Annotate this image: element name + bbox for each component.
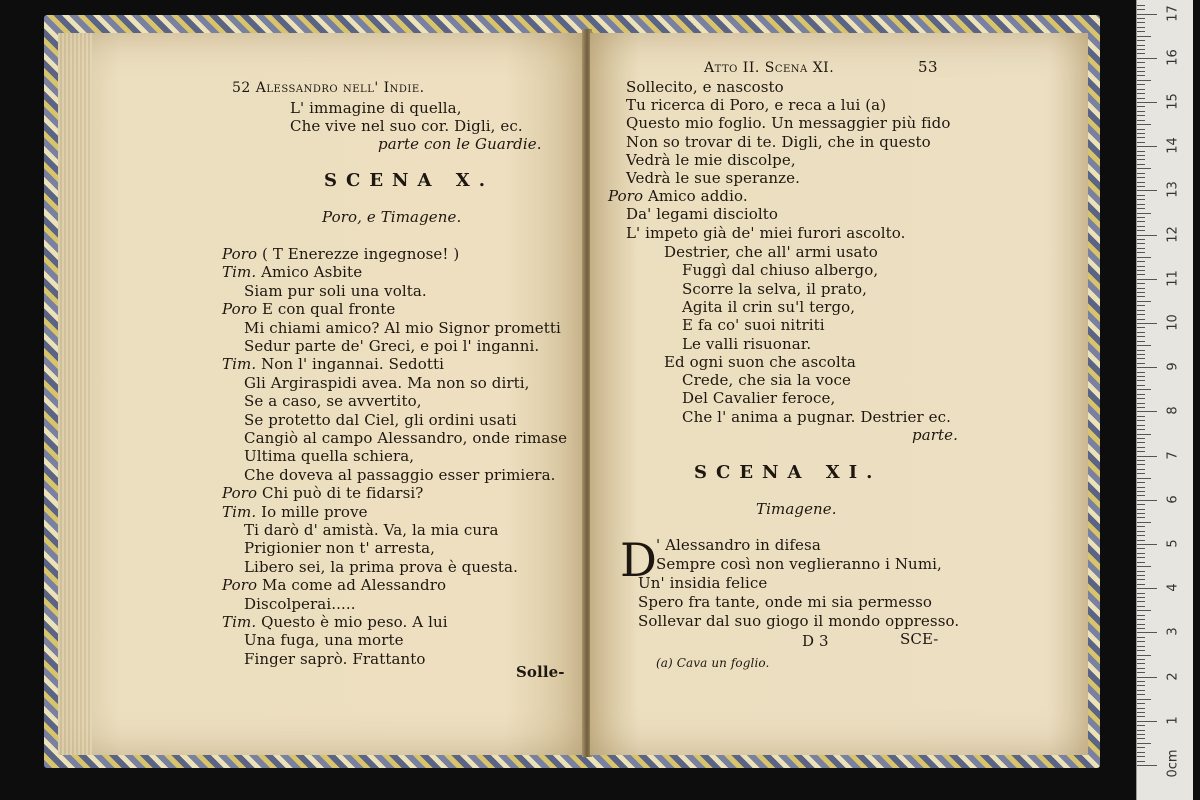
- line-text: E con qual fronte: [262, 300, 396, 319]
- ruler-number: 15: [1165, 93, 1181, 110]
- ruler-tick: [1137, 517, 1145, 518]
- ruler-tick: [1137, 155, 1145, 156]
- dialogue-line: [244, 521, 499, 539]
- ruler-tick: [1137, 761, 1145, 762]
- ruler-tick: [1137, 221, 1145, 222]
- ruler-tick: [1137, 540, 1145, 541]
- dialogue-line: [222, 613, 448, 631]
- ruler-tick: [1137, 80, 1151, 81]
- ruler-tick: [1137, 14, 1157, 15]
- ruler-tick: [1137, 548, 1145, 549]
- line-text: Chi può di te fidarsi?: [262, 484, 424, 503]
- ruler-tick: [1137, 62, 1145, 63]
- ruler-tick: [1137, 734, 1145, 735]
- ruler-tick: [1137, 319, 1145, 320]
- ruler-tick: [1137, 509, 1145, 510]
- ruler-tick: [1137, 89, 1145, 90]
- ruler-tick: [1137, 721, 1157, 722]
- scene-characters: Timagene.: [756, 500, 837, 518]
- ruler-tick: [1137, 22, 1145, 23]
- ruler-tick: [1137, 535, 1145, 536]
- ruler-tick: [1137, 487, 1145, 488]
- ruler-tick: [1137, 575, 1145, 576]
- ruler-tick: [1137, 703, 1145, 704]
- speech-line: Sollevar dal suo giogo il mondo oppresso.: [638, 612, 960, 630]
- line-text: Sedur parte de' Greci, e poi l' inganni.: [244, 337, 540, 355]
- ruler-tick: [1137, 708, 1145, 709]
- ruler-tick: [1137, 341, 1145, 342]
- ruler-number: 14: [1165, 137, 1181, 154]
- ruler-tick: [1137, 513, 1145, 514]
- ruler-tick: [1137, 261, 1145, 262]
- ruler-tick: [1137, 195, 1145, 196]
- ruler-tick: [1137, 84, 1145, 85]
- line-text: Questo mio foglio. Un messaggier più fido: [626, 114, 951, 133]
- ruler-tick: [1137, 438, 1145, 439]
- dialogue-line: [244, 429, 567, 447]
- ruler-tick: [1137, 765, 1157, 766]
- ruler-tick: [1137, 398, 1145, 399]
- line-text: Amico addio.: [648, 187, 748, 206]
- ruler-tick: [1137, 358, 1145, 359]
- speaker-name: Poro: [222, 576, 258, 595]
- line-text: Libero sei, la prima prova è questa.: [244, 557, 518, 576]
- line-text: Prigionier non t' arresta,: [244, 539, 436, 558]
- dialogue-line: [244, 374, 530, 392]
- ruler-tick: [1137, 199, 1145, 200]
- ruler-tick: [1137, 690, 1145, 691]
- ruler-unit: 0cm: [1165, 749, 1181, 778]
- line-text: Da' legami disciolto: [626, 205, 779, 224]
- line-text: Che doveva al passaggio esser primiera.: [244, 465, 556, 484]
- dialogue-line: [244, 392, 422, 410]
- signature-mark: D 3: [802, 632, 829, 650]
- ruler-tick: [1137, 747, 1145, 748]
- aria-line: Destrier, che all' armi usato: [664, 243, 878, 261]
- ruler-tick: [1137, 133, 1145, 134]
- ruler-number: 6: [1165, 495, 1181, 504]
- page-number: 53: [918, 58, 939, 76]
- ruler-tick: [1137, 98, 1145, 99]
- line-text: Tu ricerca di Poro, e reca a lui (a): [626, 96, 887, 115]
- scene-title: SCENA X.: [324, 170, 494, 191]
- line-text: Mi chiami amico? Al mio Signor prometti: [244, 318, 561, 337]
- dialogue-line: [222, 300, 395, 318]
- ruler-tick: [1137, 213, 1151, 214]
- ruler-tick: [1137, 151, 1145, 152]
- line-text: Ti darò d' amistà. Va, la mia cura: [244, 521, 499, 539]
- ruler-tick: [1137, 712, 1145, 713]
- ruler-tick: [1137, 49, 1145, 50]
- catchword: Solle-: [516, 663, 565, 681]
- ruler-tick: [1137, 579, 1145, 580]
- ruler-tick: [1137, 522, 1151, 523]
- ruler-tick: [1137, 120, 1145, 121]
- ruler-number: 11: [1165, 270, 1181, 287]
- ruler-tick: [1137, 672, 1145, 673]
- speaker-name: Tim.: [222, 502, 257, 521]
- page-edges: [58, 33, 92, 755]
- ruler-tick: [1137, 230, 1145, 231]
- ruler-tick: [1137, 164, 1145, 165]
- ruler-tick: [1137, 9, 1145, 10]
- scene-characters: Poro, e Timagene.: [322, 208, 462, 226]
- dialogue-line: [244, 650, 426, 668]
- ruler-tick: [1137, 716, 1145, 717]
- ruler-tick: [1137, 376, 1145, 377]
- line-text: Ultima quella schiera,: [244, 447, 415, 466]
- ruler-tick: [1137, 173, 1145, 174]
- speech-line: Spero fra tante, onde mi sia permesso: [638, 593, 933, 611]
- ruler-tick: [1137, 288, 1145, 289]
- aria-line: E fa co' suoi nitriti: [682, 316, 825, 335]
- ruler-tick: [1137, 204, 1145, 205]
- ruler-tick: [1137, 663, 1145, 664]
- dialogue-line: [626, 151, 796, 169]
- ruler-tick: [1137, 93, 1145, 94]
- stage-direction: parte.: [912, 426, 958, 444]
- ruler-tick: [1137, 385, 1145, 386]
- ruler-tick: [1137, 743, 1151, 744]
- ruler-tick: [1137, 752, 1145, 753]
- line-text: L' impeto già de' miei furori ascolto.: [626, 223, 906, 242]
- ruler-tick: [1137, 182, 1145, 183]
- ruler-tick: [1137, 637, 1145, 638]
- ruler-number: 17: [1165, 4, 1181, 22]
- ruler-tick: [1137, 226, 1145, 227]
- ruler-tick: [1137, 36, 1151, 37]
- ruler-tick: [1137, 562, 1145, 563]
- ruler-tick: [1137, 266, 1145, 267]
- ruler-tick: [1137, 694, 1145, 695]
- footnote: (a) Cava un foglio.: [656, 656, 770, 670]
- ruler-tick: [1137, 146, 1157, 147]
- dialogue-line: [222, 503, 368, 521]
- ruler-tick: [1137, 646, 1145, 647]
- line-text: Siam pur soli una volta.: [244, 281, 427, 300]
- dialogue-line: [222, 245, 459, 263]
- speaker-name: Tim.: [222, 263, 257, 282]
- ruler-tick: [1137, 31, 1145, 32]
- dialogue-line: [244, 282, 427, 300]
- ruler-tick: [1137, 190, 1157, 191]
- ruler-tick: [1137, 469, 1145, 470]
- speaker-name: Poro: [222, 300, 258, 319]
- stage-direction: parte con le Guardie.: [378, 135, 542, 153]
- line-text: Sollecito, e nascosto: [626, 78, 784, 96]
- ruler-tick: [1137, 363, 1145, 364]
- ruler-tick: [1137, 71, 1145, 72]
- ruler-tick: [1137, 416, 1145, 417]
- ruler-tick: [1137, 491, 1145, 492]
- speaker-name: Tim.: [222, 355, 257, 374]
- ruler-tick: [1137, 106, 1145, 107]
- ruler-tick: [1137, 239, 1145, 240]
- dialogue-line: [626, 224, 906, 242]
- ruler-tick: [1137, 566, 1151, 567]
- ruler-tick: [1137, 129, 1145, 130]
- ruler-tick: [1137, 115, 1145, 116]
- ruler-tick: [1137, 650, 1145, 651]
- line-text: Non l' ingannai. Sedotti: [261, 355, 444, 374]
- ruler-tick: [1137, 615, 1145, 616]
- ruler-tick: [1137, 301, 1151, 302]
- ruler-tick: [1137, 464, 1145, 465]
- ruler-tick: [1137, 420, 1145, 421]
- ruler-tick: [1137, 425, 1145, 426]
- ruler-tick: [1137, 310, 1145, 311]
- aria-line: Del Cavalier feroce,: [682, 389, 836, 408]
- dialogue-line: [244, 319, 561, 337]
- ruler-tick: [1137, 314, 1145, 315]
- ruler-tick: [1137, 380, 1145, 381]
- aria-line: Scorre la selva, il prato,: [682, 279, 868, 298]
- ruler-tick: [1137, 45, 1145, 46]
- dialogue-line: [222, 576, 446, 594]
- ruler-tick: [1137, 685, 1145, 686]
- ruler-tick: [1137, 473, 1145, 474]
- ruler-tick: [1137, 292, 1145, 293]
- ruler-tick: [1137, 482, 1145, 483]
- ruler-tick: [1137, 593, 1145, 594]
- ruler-tick: [1137, 243, 1145, 244]
- ruler-tick: [1137, 270, 1145, 271]
- ruler-tick: [1137, 168, 1151, 169]
- ruler-tick: [1137, 274, 1145, 275]
- ruler-tick: [1137, 699, 1151, 700]
- ruler-tick: [1137, 411, 1157, 412]
- ruler-tick: [1137, 283, 1145, 284]
- ruler-tick: [1137, 628, 1145, 629]
- ruler-tick: [1137, 460, 1145, 461]
- ruler-tick: [1137, 40, 1145, 41]
- dialogue-line: [626, 96, 886, 114]
- dialogue-line: [626, 169, 800, 187]
- ruler-tick: [1137, 659, 1145, 660]
- ruler-tick: [1137, 434, 1151, 435]
- ruler-tick: [1137, 668, 1145, 669]
- ruler-tick: [1137, 367, 1157, 368]
- ruler-tick: [1137, 557, 1145, 558]
- ruler-number: 7: [1165, 450, 1181, 460]
- dialogue-line: [244, 539, 435, 557]
- ruler-number: 3: [1165, 627, 1181, 637]
- line-text: Finger saprò. Frattanto: [244, 649, 426, 668]
- aria-line: Ed ogni suon che ascolta: [664, 352, 856, 371]
- ruler-tick: [1137, 67, 1145, 68]
- ruler-tick: [1137, 323, 1157, 324]
- ruler-tick: [1137, 584, 1145, 585]
- dialogue-line: [244, 595, 356, 613]
- ruler-tick: [1137, 159, 1145, 160]
- ruler-tick: [1137, 372, 1145, 373]
- ruler-tick: [1137, 681, 1145, 682]
- ruler-tick: [1137, 571, 1145, 572]
- ruler-tick: [1137, 526, 1145, 527]
- line-text: Ma come ad Alessandro: [262, 576, 447, 595]
- ruler-tick: [1137, 429, 1145, 430]
- ruler-tick: [1137, 553, 1145, 554]
- dialogue-line: [222, 355, 444, 373]
- ruler-tick: [1137, 345, 1151, 346]
- dialogue-line: [244, 631, 404, 649]
- ruler-tick: [1137, 53, 1145, 54]
- ruler-tick: [1137, 296, 1145, 297]
- ruler-tick: [1137, 186, 1145, 187]
- ruler-tick: [1137, 75, 1145, 76]
- scene-title: SCENA XI.: [694, 462, 882, 483]
- ruler-tick: [1137, 606, 1145, 607]
- ruler-tick: [1137, 500, 1157, 501]
- ruler-tick: [1137, 248, 1145, 249]
- ruler-tick: [1137, 389, 1151, 390]
- ruler-tick: [1137, 208, 1145, 209]
- aria-line: Agita il crin su'l tergo,: [682, 297, 856, 316]
- ruler-tick: [1137, 597, 1145, 598]
- ruler-number: 12: [1165, 225, 1181, 243]
- ruler-number: 1: [1165, 716, 1181, 725]
- ruler-tick: [1137, 504, 1145, 505]
- ruler-number: 16: [1165, 49, 1181, 66]
- speech-line: Un' insidia felice: [638, 574, 768, 592]
- line-text: Discolperai.....: [244, 594, 356, 613]
- ruler-tick: [1137, 619, 1145, 620]
- line-text: Vedrà le sue speranze.: [626, 169, 800, 187]
- ruler-tick: [1137, 252, 1145, 253]
- ruler-tick: [1137, 756, 1145, 757]
- ruler-tick: [1137, 217, 1145, 218]
- dialogue-line: [626, 133, 931, 151]
- dialogue-line: [244, 411, 517, 429]
- ruler-number: 5: [1165, 539, 1181, 548]
- dialogue-line: [244, 466, 555, 484]
- ruler-tick: [1137, 111, 1145, 112]
- catchword: SCE-: [900, 630, 939, 648]
- ruler-tick: [1137, 442, 1145, 443]
- aria-line: Fuggì dal chiuso albergo,: [682, 261, 879, 280]
- ruler-tick: [1137, 354, 1145, 355]
- line-text: ( T Enerezze ingegnose! ): [262, 245, 460, 263]
- speaker-name: Poro: [222, 245, 258, 263]
- ruler-tick: [1137, 655, 1151, 656]
- aria-line: Le valli risuonar.: [682, 334, 812, 353]
- text-line: L' immagine di quella,: [290, 99, 462, 117]
- ruler-tick: [1137, 407, 1145, 408]
- speaker-name: Poro: [608, 187, 644, 206]
- ruler-tick: [1137, 624, 1145, 625]
- ruler-tick: [1137, 18, 1145, 19]
- line-text: Amico Asbite: [261, 263, 363, 282]
- aria-line: Crede, che sia la voce: [682, 371, 851, 390]
- line-text: Gli Argiraspidi avea. Ma non so dirti,: [244, 373, 530, 392]
- ruler-number: 9: [1165, 362, 1181, 371]
- ruler-tick: [1137, 235, 1157, 236]
- line-text: Vedrà le mie discolpe,: [626, 150, 796, 169]
- ruler-tick: [1137, 610, 1151, 611]
- dialogue-line: [626, 114, 951, 132]
- ruler-tick: [1137, 332, 1145, 333]
- ruler-number: 8: [1165, 406, 1181, 416]
- measuring-ruler: [1136, 0, 1193, 800]
- drop-capital: D: [620, 533, 657, 587]
- dialogue-line: [626, 78, 784, 96]
- aria-line: Che l' anima a pugnar. Destrier ec.: [682, 407, 952, 426]
- line-text: Se a caso, se avvertito,: [244, 392, 422, 411]
- ruler-tick: [1137, 350, 1145, 351]
- ruler-tick: [1137, 641, 1145, 642]
- ruler-number: 4: [1165, 583, 1181, 592]
- line-text: Non so trovar di te. Digli, che in questo: [626, 132, 931, 151]
- ruler-tick: [1137, 305, 1145, 306]
- ruler-tick: [1137, 478, 1151, 479]
- ruler-tick: [1137, 730, 1145, 731]
- page-header-left: 52 Alessandro nell' Indie.: [232, 80, 425, 96]
- ruler-tick: [1137, 403, 1145, 404]
- ruler-tick: [1137, 102, 1157, 103]
- ruler-tick: [1137, 257, 1151, 258]
- ruler-tick: [1137, 677, 1157, 678]
- ruler-tick: [1137, 58, 1157, 59]
- ruler-number: 13: [1165, 181, 1181, 199]
- ruler-tick: [1137, 279, 1157, 280]
- ruler-tick: [1137, 738, 1145, 739]
- ruler-tick: [1137, 451, 1145, 452]
- ruler-tick: [1137, 456, 1157, 457]
- ruler-tick: [1137, 495, 1145, 496]
- speaker-name: Tim.: [222, 613, 257, 631]
- speech-line: Sempre così non veglieranno i Numi,: [656, 555, 942, 573]
- dialogue-line: [222, 484, 423, 502]
- dialogue-line: [608, 187, 748, 205]
- ruler-tick: [1137, 632, 1157, 633]
- ruler-tick: [1137, 142, 1145, 143]
- dialogue-line: [626, 205, 778, 223]
- dialogue-line: [244, 337, 539, 355]
- ruler-tick: [1137, 725, 1145, 726]
- ruler-tick: [1137, 394, 1145, 395]
- line-text: Io mille prove: [261, 502, 368, 521]
- ruler-tick: [1137, 124, 1151, 125]
- ruler-tick: [1137, 5, 1145, 6]
- ruler-tick: [1137, 336, 1145, 337]
- line-text: Cangiò al campo Alessandro, onde rimase: [244, 429, 568, 447]
- text-line: Che vive nel suo cor. Digli, ec.: [290, 117, 523, 135]
- ruler-tick: [1137, 531, 1145, 532]
- ruler-tick: [1137, 177, 1145, 178]
- speaker-name: Poro: [222, 484, 258, 503]
- dialogue-line: [222, 263, 362, 281]
- page-header-right: Atto II. Scena XI.: [704, 60, 835, 76]
- ruler-number: 10: [1165, 314, 1181, 331]
- dialogue-line: [244, 558, 518, 576]
- ruler-tick: [1137, 601, 1145, 602]
- ruler-tick: [1137, 137, 1145, 138]
- ruler-tick: [1137, 327, 1145, 328]
- ruler-tick: [1137, 588, 1157, 589]
- line-text: Questo è mio peso. A lui: [261, 613, 448, 631]
- ruler-number: 2: [1165, 671, 1181, 681]
- speech-line: ' Alessandro in difesa: [656, 536, 821, 554]
- dialogue-line: [244, 447, 414, 465]
- line-text: Se protetto dal Ciel, gli ordini usati: [244, 410, 517, 429]
- ruler-tick: [1137, 27, 1145, 28]
- ruler-tick: [1137, 447, 1145, 448]
- line-text: Una fuga, una morte: [244, 631, 404, 650]
- ruler-tick: [1137, 544, 1157, 545]
